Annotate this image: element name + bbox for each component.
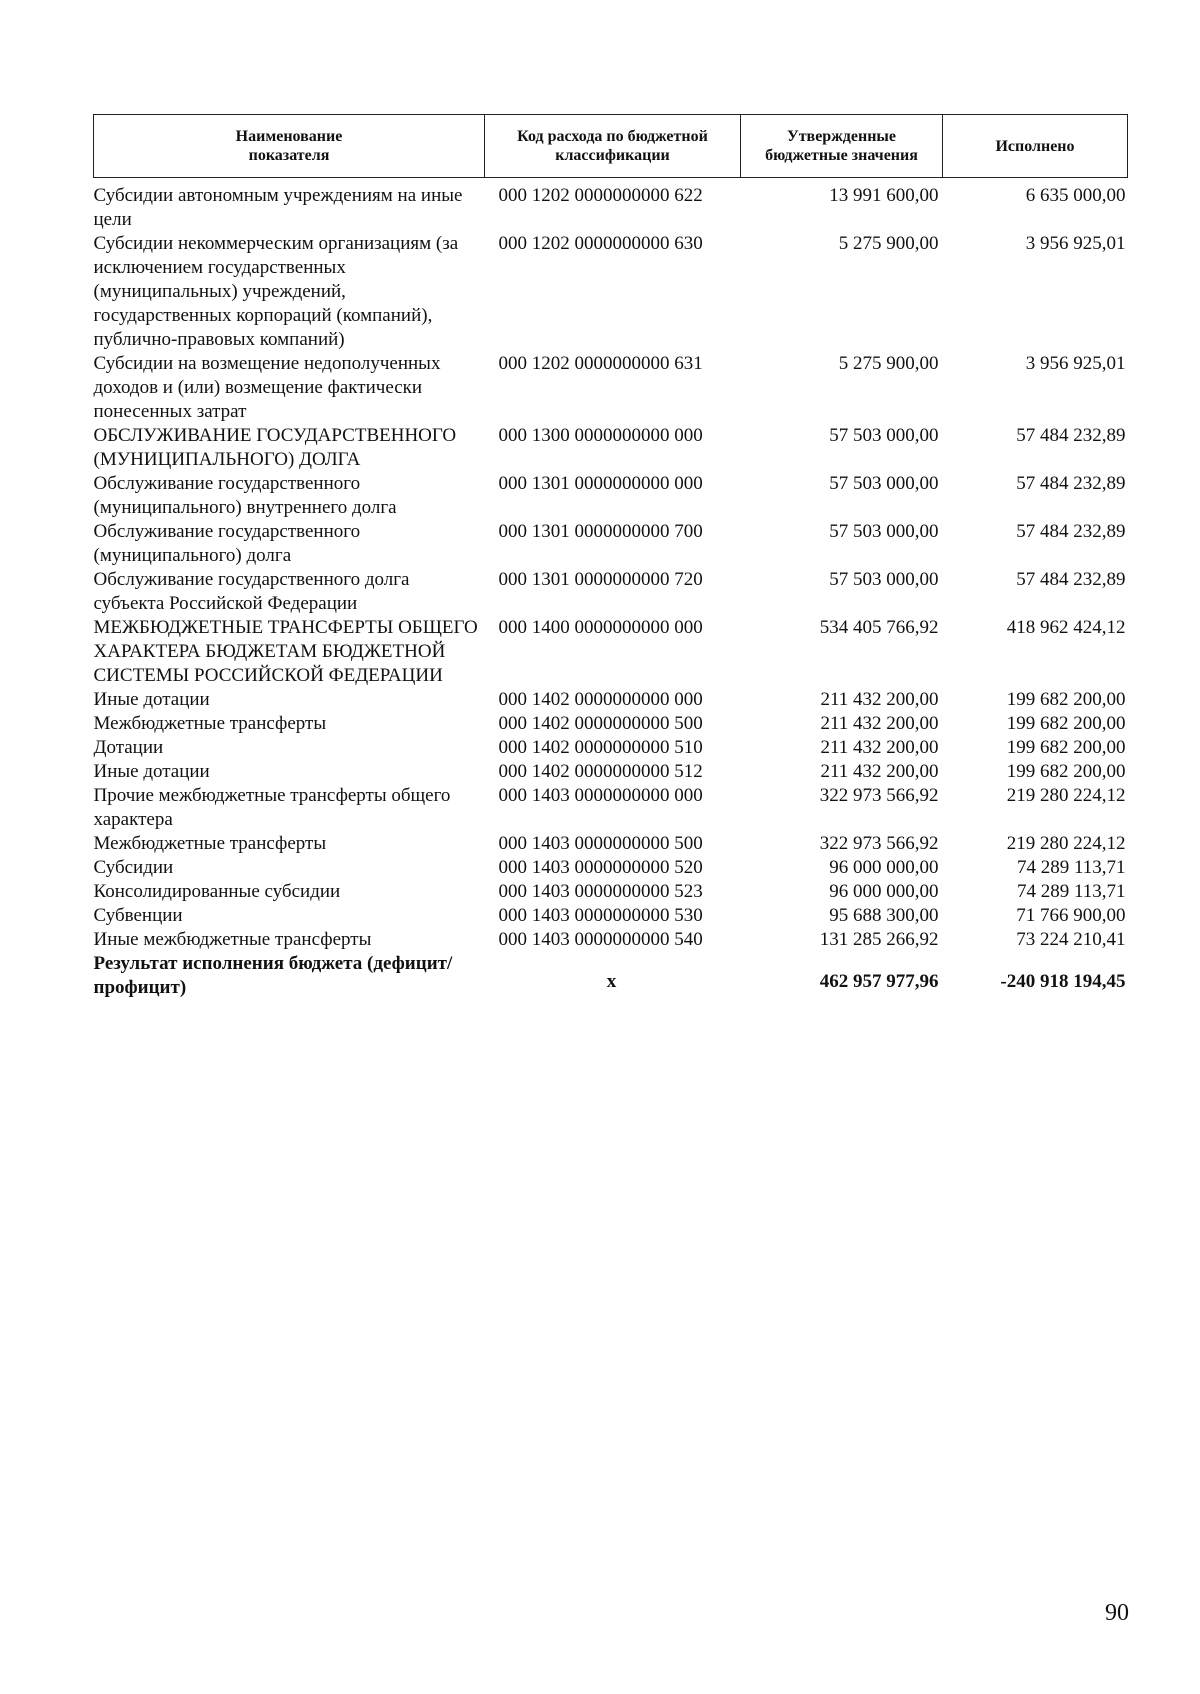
cell-code: 000 1403 0000000000 000 — [498, 785, 703, 806]
cell-code: 000 1403 0000000000 530 — [498, 905, 703, 926]
cell-approved: 57 503 000,00 — [829, 473, 939, 494]
cell-name: Консолидированные субсидии — [93, 881, 341, 902]
cell-executed: 73 224 210,41 — [1016, 929, 1126, 950]
table-row — [94, 616, 1128, 688]
cell-name: Субсидии — [93, 857, 174, 878]
table-row — [94, 760, 1128, 784]
cell-approved: 5 275 900,00 — [838, 353, 939, 374]
header-executed: Исполнено — [943, 115, 1128, 178]
cell-executed: 199 682 200,00 — [1006, 761, 1126, 782]
cell-name: Субвенции — [93, 905, 183, 926]
cell-approved: 534 405 766,92 — [819, 617, 939, 638]
table-header — [94, 115, 1128, 178]
cell-executed: 199 682 200,00 — [1006, 713, 1126, 734]
cell-code: 000 1402 0000000000 512 — [498, 761, 703, 782]
cell-approved: 211 432 200,00 — [820, 689, 939, 710]
cell-code: 000 1402 0000000000 510 — [498, 737, 703, 758]
cell-executed: 57 484 232,89 — [1016, 425, 1126, 446]
cell-code: 000 1301 0000000000 000 — [498, 473, 703, 494]
cell-approved: 57 503 000,00 — [829, 521, 939, 542]
cell-executed: 57 484 232,89 — [1016, 473, 1126, 494]
cell-executed: 3 956 925,01 — [1025, 353, 1126, 374]
cell-code: 000 1403 0000000000 523 — [498, 881, 703, 902]
cell-approved: 322 973 566,92 — [819, 785, 939, 806]
cell-executed: 74 289 113,71 — [1016, 881, 1126, 902]
table-row — [94, 232, 1128, 352]
cell-approved: 13 991 600,00 — [829, 185, 939, 206]
cell-code: 000 1301 0000000000 700 — [498, 521, 703, 542]
cell-name: Обслуживание государственного (муниципального) долга — [93, 521, 361, 566]
cell-executed: 219 280 224,12 — [1006, 833, 1126, 854]
table-row — [94, 472, 1128, 520]
cell-approved: 131 285 266,92 — [819, 929, 939, 950]
header-approved: Утвержденные бюджетные значения — [741, 115, 943, 178]
cell-executed: 71 766 900,00 — [1016, 905, 1126, 926]
table-row — [94, 856, 1128, 880]
cell-name: Обслуживание государственного (муниципального) внутреннего долга — [93, 473, 397, 518]
total-cell-approved: 462 957 977,96 — [819, 971, 939, 992]
cell-name: Дотации — [93, 737, 164, 758]
cell-code: 000 1403 0000000000 540 — [498, 929, 703, 950]
cell-code: 000 1403 0000000000 500 — [498, 833, 703, 854]
cell-code: 000 1202 0000000000 630 — [498, 233, 703, 254]
cell-name: Иные дотации — [93, 761, 210, 782]
table-body — [94, 178, 1128, 1001]
cell-name: Иные дотации — [93, 689, 210, 710]
table-row — [94, 784, 1128, 832]
cell-approved: 211 432 200,00 — [820, 737, 939, 758]
cell-name: Прочие межбюджетные трансферты общего характера — [93, 785, 451, 830]
page-number: 90 — [1105, 1600, 1129, 1626]
table-row — [94, 688, 1128, 712]
cell-executed: 418 962 424,12 — [1006, 617, 1126, 638]
cell-name: Межбюджетные трансферты — [93, 833, 327, 854]
cell-name: Субсидии некоммерческим организациям (за исключением государственных (муниципальных) учреждений, государственных корпораций (компаний), публично-правовых компаний) — [93, 233, 459, 350]
table-row — [94, 880, 1128, 904]
cell-approved: 211 432 200,00 — [820, 713, 939, 734]
table-row — [94, 904, 1128, 928]
cell-approved: 322 973 566,92 — [819, 833, 939, 854]
table-row — [94, 520, 1128, 568]
cell-approved: 57 503 000,00 — [829, 425, 939, 446]
cell-code: 000 1301 0000000000 720 — [498, 569, 703, 590]
cell-approved: 211 432 200,00 — [820, 761, 939, 782]
cell-executed: 74 289 113,71 — [1016, 857, 1126, 878]
cell-executed: 199 682 200,00 — [1006, 737, 1126, 758]
cell-executed: 6 635 000,00 — [1025, 185, 1126, 206]
cell-code: 000 1400 0000000000 000 — [498, 617, 703, 638]
cell-executed: 57 484 232,89 — [1016, 569, 1126, 590]
cell-executed: 57 484 232,89 — [1016, 521, 1126, 542]
header-name: Наименование показателя — [94, 115, 485, 178]
total-cell-code: x — [606, 971, 617, 992]
total-row — [94, 952, 1128, 1000]
header-code: Код расхода по бюджетной классификации — [485, 115, 741, 178]
budget-execution-table — [93, 114, 1128, 1000]
cell-code: 000 1202 0000000000 622 — [498, 185, 703, 206]
table-row — [94, 424, 1128, 472]
total-cell-name: Результат исполнения бюджета (дефицит/профицит) — [93, 953, 453, 998]
table-row — [94, 352, 1128, 424]
cell-name: Межбюджетные трансферты — [93, 713, 327, 734]
cell-code: 000 1402 0000000000 000 — [498, 689, 703, 710]
cell-executed: 219 280 224,12 — [1006, 785, 1126, 806]
table-row — [94, 832, 1128, 856]
cell-approved: 5 275 900,00 — [838, 233, 939, 254]
cell-code: 000 1402 0000000000 500 — [498, 713, 703, 734]
cell-name: Иные межбюджетные трансферты — [93, 929, 372, 950]
table-row — [94, 178, 1128, 233]
cell-code: 000 1300 0000000000 000 — [498, 425, 703, 446]
cell-name: Обслуживание государственного долга субъекта Российской Федерации — [93, 569, 410, 614]
cell-approved: 96 000 000,00 — [829, 881, 939, 902]
cell-name: Субсидии автономным учреждениям на иные цели — [93, 185, 463, 230]
table-row — [94, 712, 1128, 736]
cell-code: 000 1202 0000000000 631 — [498, 353, 703, 374]
table-row — [94, 568, 1128, 616]
cell-code: 000 1403 0000000000 520 — [498, 857, 703, 878]
total-cell-executed: -240 918 194,45 — [1000, 971, 1126, 992]
cell-approved: 96 000 000,00 — [829, 857, 939, 878]
table-row — [94, 928, 1128, 952]
cell-executed: 3 956 925,01 — [1025, 233, 1126, 254]
cell-executed: 199 682 200,00 — [1006, 689, 1126, 710]
cell-approved: 57 503 000,00 — [829, 569, 939, 590]
cell-name: МЕЖБЮДЖЕТНЫЕ ТРАНСФЕРТЫ ОБЩЕГО ХАРАКТЕРА БЮДЖЕТАМ БЮДЖЕТНОЙ СИСТЕМЫ РОССИЙСКОЙ ФЕДЕРАЦИИ — [93, 617, 478, 686]
cell-name: ОБСЛУЖИВАНИЕ ГОСУДАРСТВЕННОГО (МУНИЦИПАЛЬНОГО) ДОЛГА — [93, 425, 457, 470]
table-row — [94, 736, 1128, 760]
cell-approved: 95 688 300,00 — [829, 905, 939, 926]
cell-name: Субсидии на возмещение недополученных доходов и (или) возмещение фактически понесенных затрат — [93, 353, 441, 422]
